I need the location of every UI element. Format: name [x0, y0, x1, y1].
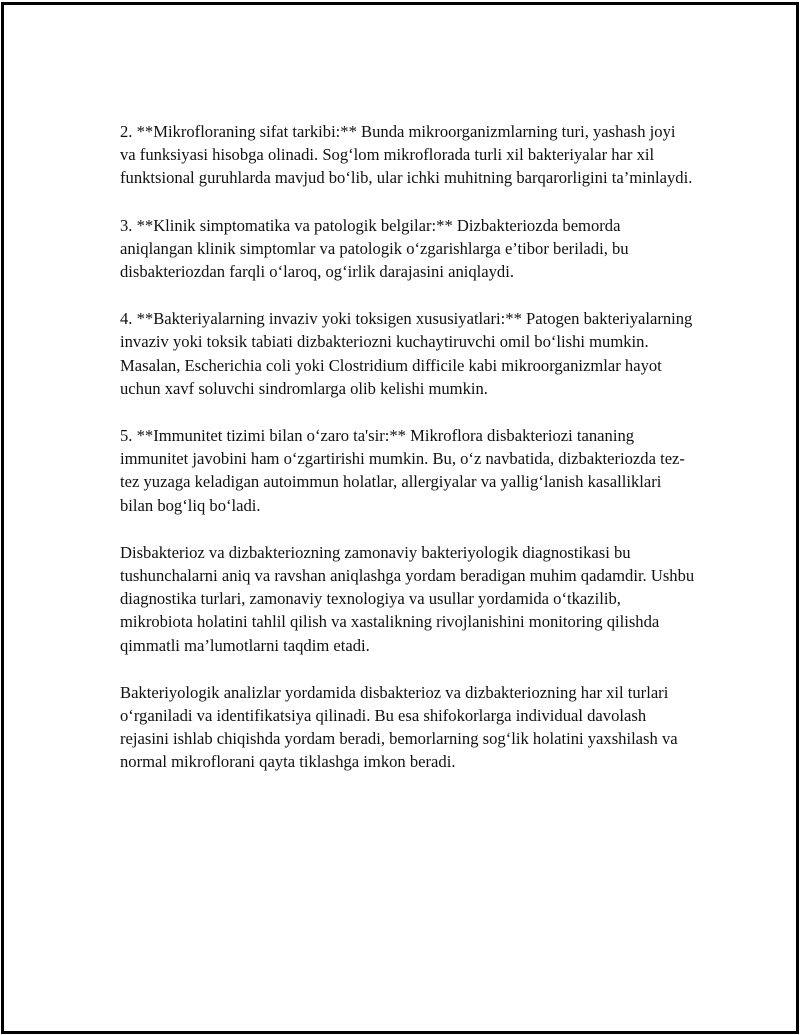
paragraph-bacterial-properties: 4. **Bakteriyalarning invaziv yoki toksigen xususiyatlari:** Patogen bakteriyalarning invaziv yoki toksik tabiati dizbakteriozni kuchaytiruvchi omil bo‘lishi mumkin. Masalan, Escherichia coli yoki Clostridium difficile kabi mikroorganizmlar hayot uchun xavf soluvchi sindromlarga olib kelishi mumkin. — [120, 309, 693, 398]
paragraph-bacteriological-analysis: Bakteriyologik analizlar yordamida disbakterioz va dizbakteriozning har xil turlari o‘rganiladi va identifikatsiya qilinadi. Bu esa shifokorlarga individual davolash rejasini ishlab chiqishda yordam beradi, bemorlarning sog‘lik holatini yaxshilash va normal mikroflorani qayta tiklashga imkon beradi. — [120, 682, 678, 772]
paragraph-immune-interaction: 5. **Immunitet tizimi bilan o‘zaro ta'sir:** Mikroflora disbakteriozi tananing immunitet javobini ham o‘zgartirishi mumkin. Bu, o‘z navbatida, dizbakteriozda tez-tez yuzaga keladigan autoimmun holatlar, allergiyalar va yallig‘lanish kasalliklari bilan bog‘liq bo‘ladi. — [120, 426, 685, 515]
document-body — [120, 120, 695, 798]
paragraph-clinical-symptoms: 3. **Klinik simptomatika va patologik belgilar:** Dizbakteriozda bemorda aniqlangan klinik simptomlar va patologik o‘zgarishlarga e’tibor beriladi, bu disbakteriozdan farqli o‘laroq, og‘irlik darajasini aniqlaydi. — [120, 215, 629, 282]
page-frame — [1, 2, 799, 1034]
paragraph-modern-diagnostics: Disbakterioz va dizbakteriozning zamonaviy bakteriyologik diagnostikasi bu tushunchalarni aniq va ravshan aniqlashga yordam beradigan muhim qadamdir. Ushbu diagnostika turlari, zamonaviy texnologiya va usullar yordamida o‘tkazilib, mikrobiota holatini tahlil qilish va xastalikning rivojlanishini monitoring qilishda qimmatli ma’lumotlarni taqdim etadi. — [120, 542, 695, 655]
paragraph-microflora-composition: 2. **Mikrofloraning sifat tarkibi:** Bunda mikroorganizmlarning turi, yashash joyi va funksiyasi hisobga olinadi. Sog‘lom mikroflorada turli xil bakteriyalar har xil funktsional guruhlarda mavjud bo‘lib, ular ichki muhitning barqarorligini ta’minlaydi. — [120, 122, 693, 188]
